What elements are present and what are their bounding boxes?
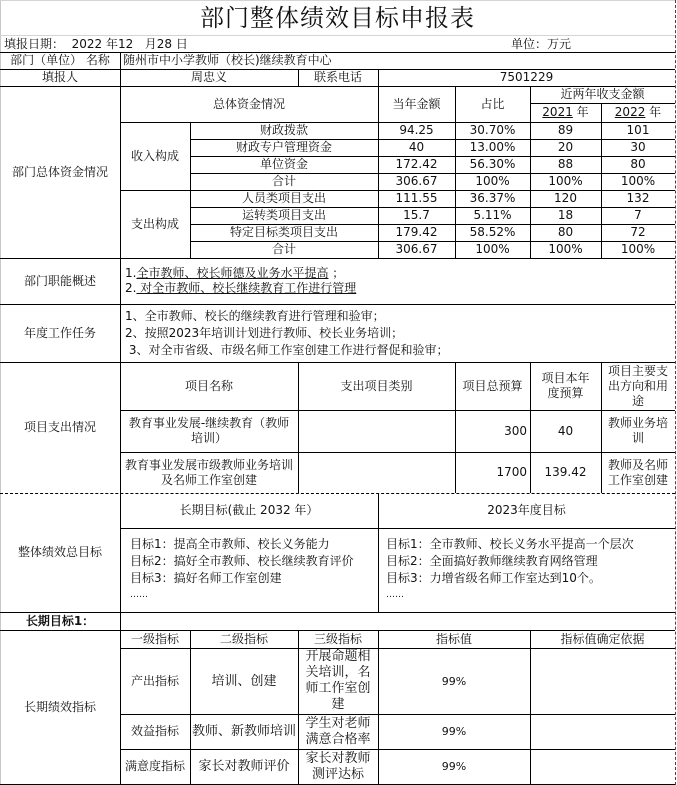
annual-goals	[378, 528, 675, 612]
year2-value: 2022	[614, 105, 646, 119]
border-line	[0, 258, 675, 259]
fund-ratio: 100%	[475, 174, 510, 188]
project-header-name: 项目名称	[184, 378, 233, 393]
border-line	[0, 304, 675, 305]
border-line	[0, 362, 675, 363]
project-header-total: 项目总预算	[462, 378, 523, 393]
fund-2021: 20	[557, 140, 574, 154]
date-month: 12	[118, 36, 134, 51]
phone-value: 7501229	[499, 70, 554, 84]
project-category	[298, 410, 455, 452]
tasks-list	[120, 304, 675, 362]
indicator-l1: 效益指标	[130, 724, 179, 738]
task-item: 1、全市教师、校长的继续教育进行管理和验审；	[125, 308, 385, 323]
goal-item: ……	[130, 590, 148, 600]
border-line	[190, 173, 675, 174]
project-name: 教育事业发展市级教师业务培训及名师工作室创建	[124, 457, 293, 487]
indicator-header-l1: 一级指标	[130, 631, 179, 646]
border-line	[0, 86, 675, 87]
indicator-value: 99%	[441, 760, 467, 773]
indicator-l2: 家长对教师评价	[198, 759, 290, 774]
border-line	[0, 52, 675, 53]
fund-item-name: 财政专户管理资金	[235, 140, 332, 154]
gridline	[0, 0, 675, 1]
expense-label: 支出构成	[130, 216, 179, 231]
date-day-unit: 日	[175, 36, 188, 51]
annual-goal-header: 2023年度目标	[487, 503, 566, 517]
funds-header-ratio: 占比	[480, 96, 505, 111]
border-line	[190, 122, 191, 258]
border-line	[378, 493, 379, 612]
indicator-header-basis: 指标值确定依据	[560, 631, 645, 646]
fund-ratio: 56.30%	[469, 157, 516, 171]
functions-label: 部门职能概述	[23, 273, 96, 288]
border-line	[530, 103, 675, 104]
function-suffix: ；	[332, 266, 345, 280]
gridline	[0, 35, 675, 36]
indicator-basis	[530, 714, 675, 749]
funds-header-recent: 近两年收支金额	[560, 87, 645, 101]
project-header-purpose: 项目主要支出方向和用途	[607, 363, 668, 408]
function-prefix: 2.	[125, 281, 137, 295]
border-line	[190, 139, 675, 140]
indicator-l1: 产出指标	[130, 673, 179, 688]
dept-name-value: 随州市中小学教师（校长)继续教育中心	[123, 53, 332, 67]
fund-amount: 172.42	[395, 157, 438, 171]
border-line	[190, 630, 191, 785]
border-line	[378, 630, 379, 785]
fund-ratio: 58.52%	[469, 225, 516, 239]
project-name: 教育事业发展-继续教育（教师培训）	[128, 416, 290, 445]
border-line	[530, 362, 531, 493]
fund-amount: 306.67	[395, 174, 438, 188]
border-line	[120, 714, 675, 715]
fund-2021: 120	[554, 191, 577, 205]
funds-year1	[530, 103, 601, 122]
border-line	[455, 362, 456, 493]
function-item	[125, 266, 344, 281]
reporter-value: 周忠义	[190, 70, 227, 84]
fund-2021: 100%	[548, 174, 583, 188]
long-term-goals	[120, 528, 378, 612]
fund-2021: 89	[557, 123, 574, 137]
fund-ratio: 36.37%	[469, 191, 516, 205]
project-purpose: 教师业务培训	[607, 416, 668, 445]
long-term-header: 长期目标(截止 2032 年）	[179, 503, 319, 517]
goals-label: 整体绩效总目标	[17, 545, 102, 559]
projects-label: 项目支出情况	[23, 420, 96, 434]
date-year: 2022	[71, 36, 103, 51]
fund-2022: 80	[630, 157, 646, 171]
fund-ratio: 100%	[475, 242, 510, 256]
function-text: 对全市教师、校长继续教育工作进行管理	[136, 281, 357, 295]
border-line	[298, 69, 299, 86]
fund-amount: 40	[408, 140, 425, 154]
fund-2022: 7	[634, 208, 642, 222]
border-line	[190, 224, 675, 225]
border-line	[120, 410, 675, 411]
border-line	[530, 630, 531, 785]
border-line	[601, 362, 602, 493]
task-item: 3、对全市省级、市级名师工作室创建工作进行督促和验审；	[125, 342, 449, 357]
border-line	[601, 103, 602, 258]
fund-ratio: 30.70%	[469, 123, 516, 137]
funds-year2	[601, 103, 675, 122]
function-text: 全市教师、校长师德及业务水平提高	[136, 266, 329, 280]
fund-2022: 30	[630, 140, 646, 154]
border-line	[378, 69, 379, 258]
goal-item: 目标2：全面搞好教师继续教育网络管理	[386, 554, 598, 568]
border-line	[0, 630, 675, 631]
fund-amount: 94.25	[399, 123, 434, 137]
border-line	[120, 452, 675, 453]
border-line	[120, 648, 675, 649]
page-title: 部门整体绩效目标申报表	[200, 3, 475, 32]
fund-item-name: 人员类项目支出	[241, 191, 326, 205]
function-prefix: 1.	[125, 266, 137, 280]
fund-item-name: 单位资金	[259, 157, 308, 171]
indicator-header-value: 指标值	[435, 631, 472, 646]
fund-2022: 100%	[620, 242, 656, 256]
indicator-header-l2: 二级指标	[219, 631, 268, 646]
fund-amount: 306.67	[395, 242, 438, 256]
project-category	[298, 452, 455, 493]
funds-header-overall: 总体资金情况	[212, 96, 285, 111]
border-line	[0, 612, 675, 613]
date-label: 填报日期：	[4, 36, 65, 51]
fund-item-name: 特定目标类项目支出	[229, 225, 338, 239]
report-date	[0, 36, 300, 52]
project-total: 1700	[496, 465, 527, 479]
indicator-l2: 教师、新教师培训	[192, 723, 297, 739]
funds-header-amount: 当年金额	[392, 96, 441, 111]
page-break-line	[675, 0, 676, 785]
border-line	[190, 241, 675, 242]
border-line	[530, 86, 531, 258]
border-line	[455, 86, 456, 258]
date-month-unit: 月	[144, 36, 157, 51]
fund-amount: 15.7	[403, 208, 430, 222]
goal-item: 目标2：搞好全市教师、校长继续教育评价	[130, 554, 354, 568]
border-line	[190, 156, 675, 157]
fund-item-name: 财政拨款	[259, 123, 308, 137]
indicator-l3: 家长对教师测评达标	[305, 750, 371, 782]
border-line	[298, 630, 299, 785]
phone-label: 联系电话	[313, 70, 362, 84]
fund-amount: 111.55	[395, 191, 438, 205]
fund-ratio: 13.00%	[469, 140, 516, 154]
indicators-label: 长期绩效指标	[23, 700, 96, 714]
border-line	[120, 190, 675, 191]
year1-value: 2021	[542, 105, 573, 119]
project-annual: 139.42	[544, 465, 587, 479]
date-day: 28	[156, 36, 173, 51]
project-header-category: 支出项目类别	[340, 378, 413, 393]
project-header-annual: 项目本年度预算	[541, 371, 590, 400]
fund-item-name: 合计	[271, 242, 296, 256]
project-annual: 40	[557, 423, 574, 438]
task-item: 2、按照2023年培训计划进行教师、校长业务培训；	[125, 325, 404, 340]
border-line	[120, 122, 675, 123]
reporter-label: 填报人	[41, 70, 78, 84]
indicator-value: 99%	[441, 725, 467, 738]
indicator-value: 99%	[441, 674, 467, 688]
border-line	[298, 362, 299, 493]
fund-item-name: 合计	[271, 174, 296, 188]
year2-unit: 年	[649, 105, 662, 119]
indicator-l3: 开展命题相关培训，名师工作室创建	[305, 649, 371, 712]
fund-2022: 72	[630, 225, 646, 239]
indicator-l1: 满意度指标	[124, 759, 185, 773]
indicator-basis	[530, 749, 675, 784]
dept-name-label: 部门（单位） 名称	[10, 53, 110, 67]
fund-2021: 100%	[548, 242, 583, 256]
functions-list	[120, 258, 675, 304]
tasks-label: 年度工作任务	[23, 325, 96, 340]
indicator-l2: 培训、创建	[211, 673, 277, 689]
project-total: 300	[504, 423, 527, 438]
border-line	[0, 69, 675, 70]
fund-2021: 88	[557, 157, 574, 171]
goal-item: 目标3：力增省级名师工作室达到10个。	[386, 571, 601, 585]
border-line	[190, 207, 675, 208]
border-line	[120, 749, 675, 750]
funds-section-label: 部门总体资金情况	[11, 164, 108, 179]
fund-amount: 179.42	[395, 225, 438, 239]
indicator-header-l3: 三级指标	[313, 631, 362, 646]
indicator-basis	[530, 648, 675, 714]
fund-2021: 80	[557, 225, 574, 239]
fund-2022: 132	[626, 191, 650, 205]
long-goal1-label: 长期目标1：	[25, 613, 95, 628]
border-line	[120, 528, 675, 529]
year1-unit: 年	[576, 105, 589, 119]
border-line	[0, 493, 675, 494]
date-year-unit: 年	[106, 36, 119, 51]
function-item	[125, 281, 356, 296]
indicator-l3: 学生对老师满意合格率	[305, 715, 371, 747]
goal-item: ……	[386, 590, 404, 600]
fund-2022: 100%	[620, 174, 656, 188]
fund-item-name: 运转类项目支出	[241, 208, 326, 222]
goal-item: 目标1：全市教师、校长义务水平提高一个层次	[386, 537, 634, 551]
goal-item: 目标3：搞好名师工作室创建	[130, 571, 282, 585]
fund-2022: 101	[626, 123, 650, 137]
unit-label: 单位：万元	[511, 36, 572, 51]
goal-item: 目标1：提高全市教师、校长义务能力	[130, 537, 330, 551]
fund-2021: 18	[557, 208, 574, 222]
fund-ratio: 5.11%	[473, 208, 512, 222]
border-line	[120, 52, 121, 785]
project-purpose: 教师及名师工作室创建	[607, 457, 668, 487]
income-label: 收入构成	[130, 148, 179, 163]
